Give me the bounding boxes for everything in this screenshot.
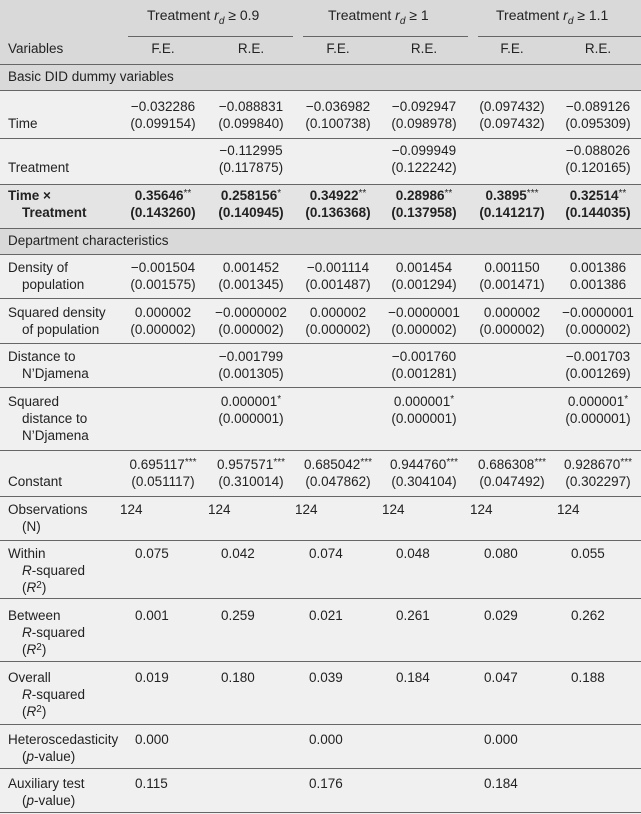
cell-time-fe3: (0.097432) (0.097432) [479, 99, 545, 131]
row-label-within: Within R-squared $(R^2)$ [8, 546, 86, 595]
group-underline-3 [478, 36, 641, 37]
cell-obs-re3: 124 [557, 502, 580, 517]
cell-hetero-1: 0.000 [135, 732, 169, 747]
cell-within-fe2: 0.074 [309, 546, 343, 561]
col-header-re-3: R.E. [584, 41, 612, 56]
cell-obs-re2: 124 [382, 502, 405, 517]
cell-overall-fe3: 0.047 [484, 670, 518, 685]
cell-sqdist-re3: 0.000001* (0.000001) [565, 394, 631, 426]
divider [0, 724, 641, 725]
row-label-hetero: Heteroscedasticity (p-value) [8, 732, 119, 764]
cell-between-re1: 0.259 [221, 608, 255, 623]
cell-overall-fe2: 0.039 [309, 670, 343, 685]
col-header-re-1: R.E. [237, 41, 265, 56]
divider [0, 138, 641, 139]
cell-dist-re1: −0.001799 (0.001305) [218, 349, 284, 381]
cell-density-re1: 0.001452 (0.001345) [218, 260, 284, 292]
cell-density-re3: 0.001386 0.001386 [569, 260, 627, 292]
cell-sqdist-re2: 0.000001* (0.000001) [391, 394, 457, 426]
col-header-fe-2: F.E. [326, 41, 350, 56]
cell-const-fe2: 0.685042*** (0.047862) [304, 457, 372, 489]
section-title-basic: Basic DID dummy variables [8, 69, 174, 84]
cell-int-fe3: 0.3895*** (0.141217) [479, 188, 545, 220]
cell-within-re3: 0.055 [571, 546, 605, 561]
cell-sqdist-re1: 0.000001* (0.000001) [218, 394, 284, 426]
cell-obs-fe1: 124 [120, 502, 143, 517]
cell-density-fe1: −0.001504 (0.001575) [130, 260, 196, 292]
divider [0, 343, 641, 344]
cell-between-re3: 0.262 [571, 608, 605, 623]
row-label-sq-density: Squared density of population [8, 305, 106, 337]
divider [0, 90, 641, 91]
cell-obs-fe2: 124 [295, 502, 318, 517]
col-header-fe-1: F.E. [151, 41, 175, 56]
col-header-re-2: R.E. [410, 41, 438, 56]
group-header-1: Treatment $r_d \ge 0.9$ [147, 7, 260, 27]
cell-treatment-re3: −0.088026 (0.120165) [565, 143, 631, 175]
divider [0, 228, 641, 229]
divider [0, 661, 641, 662]
row-label-treatment: Treatment [8, 160, 70, 175]
cell-int-fe1: 0.35646** (0.143260) [130, 188, 196, 220]
cell-sqdens-fe2: 0.000002 (0.000002) [305, 305, 371, 337]
divider [0, 812, 641, 813]
cell-dist-re3: −0.001703 (0.001269) [565, 349, 631, 381]
row-label-time-x-treatment: Time × Treatment [8, 188, 87, 220]
cell-aux-1: 0.115 [135, 776, 168, 791]
cell-const-re1: 0.957571*** (0.310014) [217, 457, 285, 489]
divider [0, 387, 641, 388]
cell-hetero-2: 0.000 [309, 732, 343, 747]
divider [0, 540, 641, 541]
cell-density-re2: 0.001454 (0.001294) [391, 260, 457, 292]
divider [0, 254, 641, 255]
divider [0, 598, 641, 599]
cell-overall-re3: 0.188 [571, 670, 605, 685]
row-label-aux: Auxiliary test (p-value) [8, 776, 85, 808]
divider [0, 496, 641, 497]
cell-sqdens-fe3: 0.000002 (0.000002) [479, 305, 545, 337]
section-title-dept: Department characteristics [8, 233, 169, 248]
col-header-fe-3: F.E. [500, 41, 524, 56]
cell-between-fe1: 0.001 [135, 608, 169, 623]
row-label-density: Density of population [8, 260, 85, 292]
row-label-between: Between R-squared $(R^2)$ [8, 608, 86, 657]
cell-overall-re1: 0.180 [221, 670, 255, 685]
cell-density-fe3: 0.001150 (0.001471) [479, 260, 545, 292]
cell-obs-fe3: 124 [470, 502, 493, 517]
group-underline-1 [128, 36, 293, 37]
cell-between-fe3: 0.029 [484, 608, 518, 623]
cell-int-re2: 0.28986** (0.137958) [391, 188, 457, 220]
cell-time-re2: −0.092947 (0.098978) [391, 99, 457, 131]
cell-time-fe2: −0.036982 (0.100738) [305, 99, 371, 131]
cell-within-fe3: 0.080 [484, 546, 518, 561]
cell-overall-fe1: 0.019 [135, 670, 169, 685]
cell-time-re1: −0.088831 (0.099840) [218, 99, 284, 131]
cell-aux-2: 0.176 [309, 776, 343, 791]
cell-treatment-re1: −0.112995 (0.117875) [218, 143, 284, 175]
cell-aux-3: 0.184 [484, 776, 518, 791]
cell-treatment-re2: −0.099949 (0.122242) [391, 143, 457, 175]
cell-const-fe1: 0.695117*** (0.051117) [129, 457, 197, 489]
cell-between-re2: 0.261 [396, 608, 430, 623]
cell-within-re2: 0.048 [396, 546, 430, 561]
cell-int-re1: 0.258156* (0.140945) [218, 188, 284, 220]
cell-density-fe2: −0.001114 (0.001487) [305, 260, 371, 292]
row-label-sq-distance: Squared distance to N’Djamena [8, 394, 89, 443]
divider [0, 184, 641, 185]
group-header-3: Treatment $r_d \ge 1.1$ [496, 7, 609, 27]
cell-overall-re2: 0.184 [396, 670, 430, 685]
cell-within-fe1: 0.075 [135, 546, 169, 561]
group-underline-2 [303, 36, 468, 37]
group-header-2: Treatment $r_d \ge 1$ [328, 7, 429, 27]
row-label-constant: Constant [8, 474, 63, 489]
cell-int-re3: 0.32514** (0.144035) [565, 188, 631, 220]
cell-sqdens-re3: −0.0000001 (0.000002) [562, 305, 634, 337]
cell-const-re2: 0.944760*** (0.304104) [390, 457, 458, 489]
cell-int-fe2: 0.34922** (0.136368) [305, 188, 371, 220]
cell-sqdens-re1: −0.0000002 (0.000002) [215, 305, 287, 337]
cell-sqdens-re2: −0.0000001 (0.000002) [388, 305, 460, 337]
cell-const-fe3: 0.686308*** (0.047492) [478, 457, 546, 489]
row-label-overall: Overall R-squared $(R^2)$ [8, 670, 86, 719]
divider [0, 768, 641, 769]
cell-obs-re1: 124 [208, 502, 231, 517]
cell-hetero-3: 0.000 [484, 732, 518, 747]
divider [0, 64, 641, 65]
row-label-time: Time [8, 116, 38, 131]
cell-const-re3: 0.928670*** (0.302297) [564, 457, 632, 489]
cell-sqdens-fe1: 0.000002 (0.000002) [130, 305, 196, 337]
cell-between-fe2: 0.021 [309, 608, 343, 623]
cell-time-fe1: −0.032286 (0.099154) [130, 99, 196, 131]
cell-time-re3: −0.089126 (0.095309) [565, 99, 631, 131]
row-label-distance: Distance to N’Djamena [8, 349, 89, 381]
cell-dist-re2: −0.001760 (0.001281) [391, 349, 457, 381]
variables-header: Variables [8, 41, 64, 56]
divider [0, 450, 641, 451]
row-label-observations: Observations (N) [8, 502, 88, 534]
divider [0, 298, 641, 299]
cell-within-re1: 0.042 [221, 546, 255, 561]
